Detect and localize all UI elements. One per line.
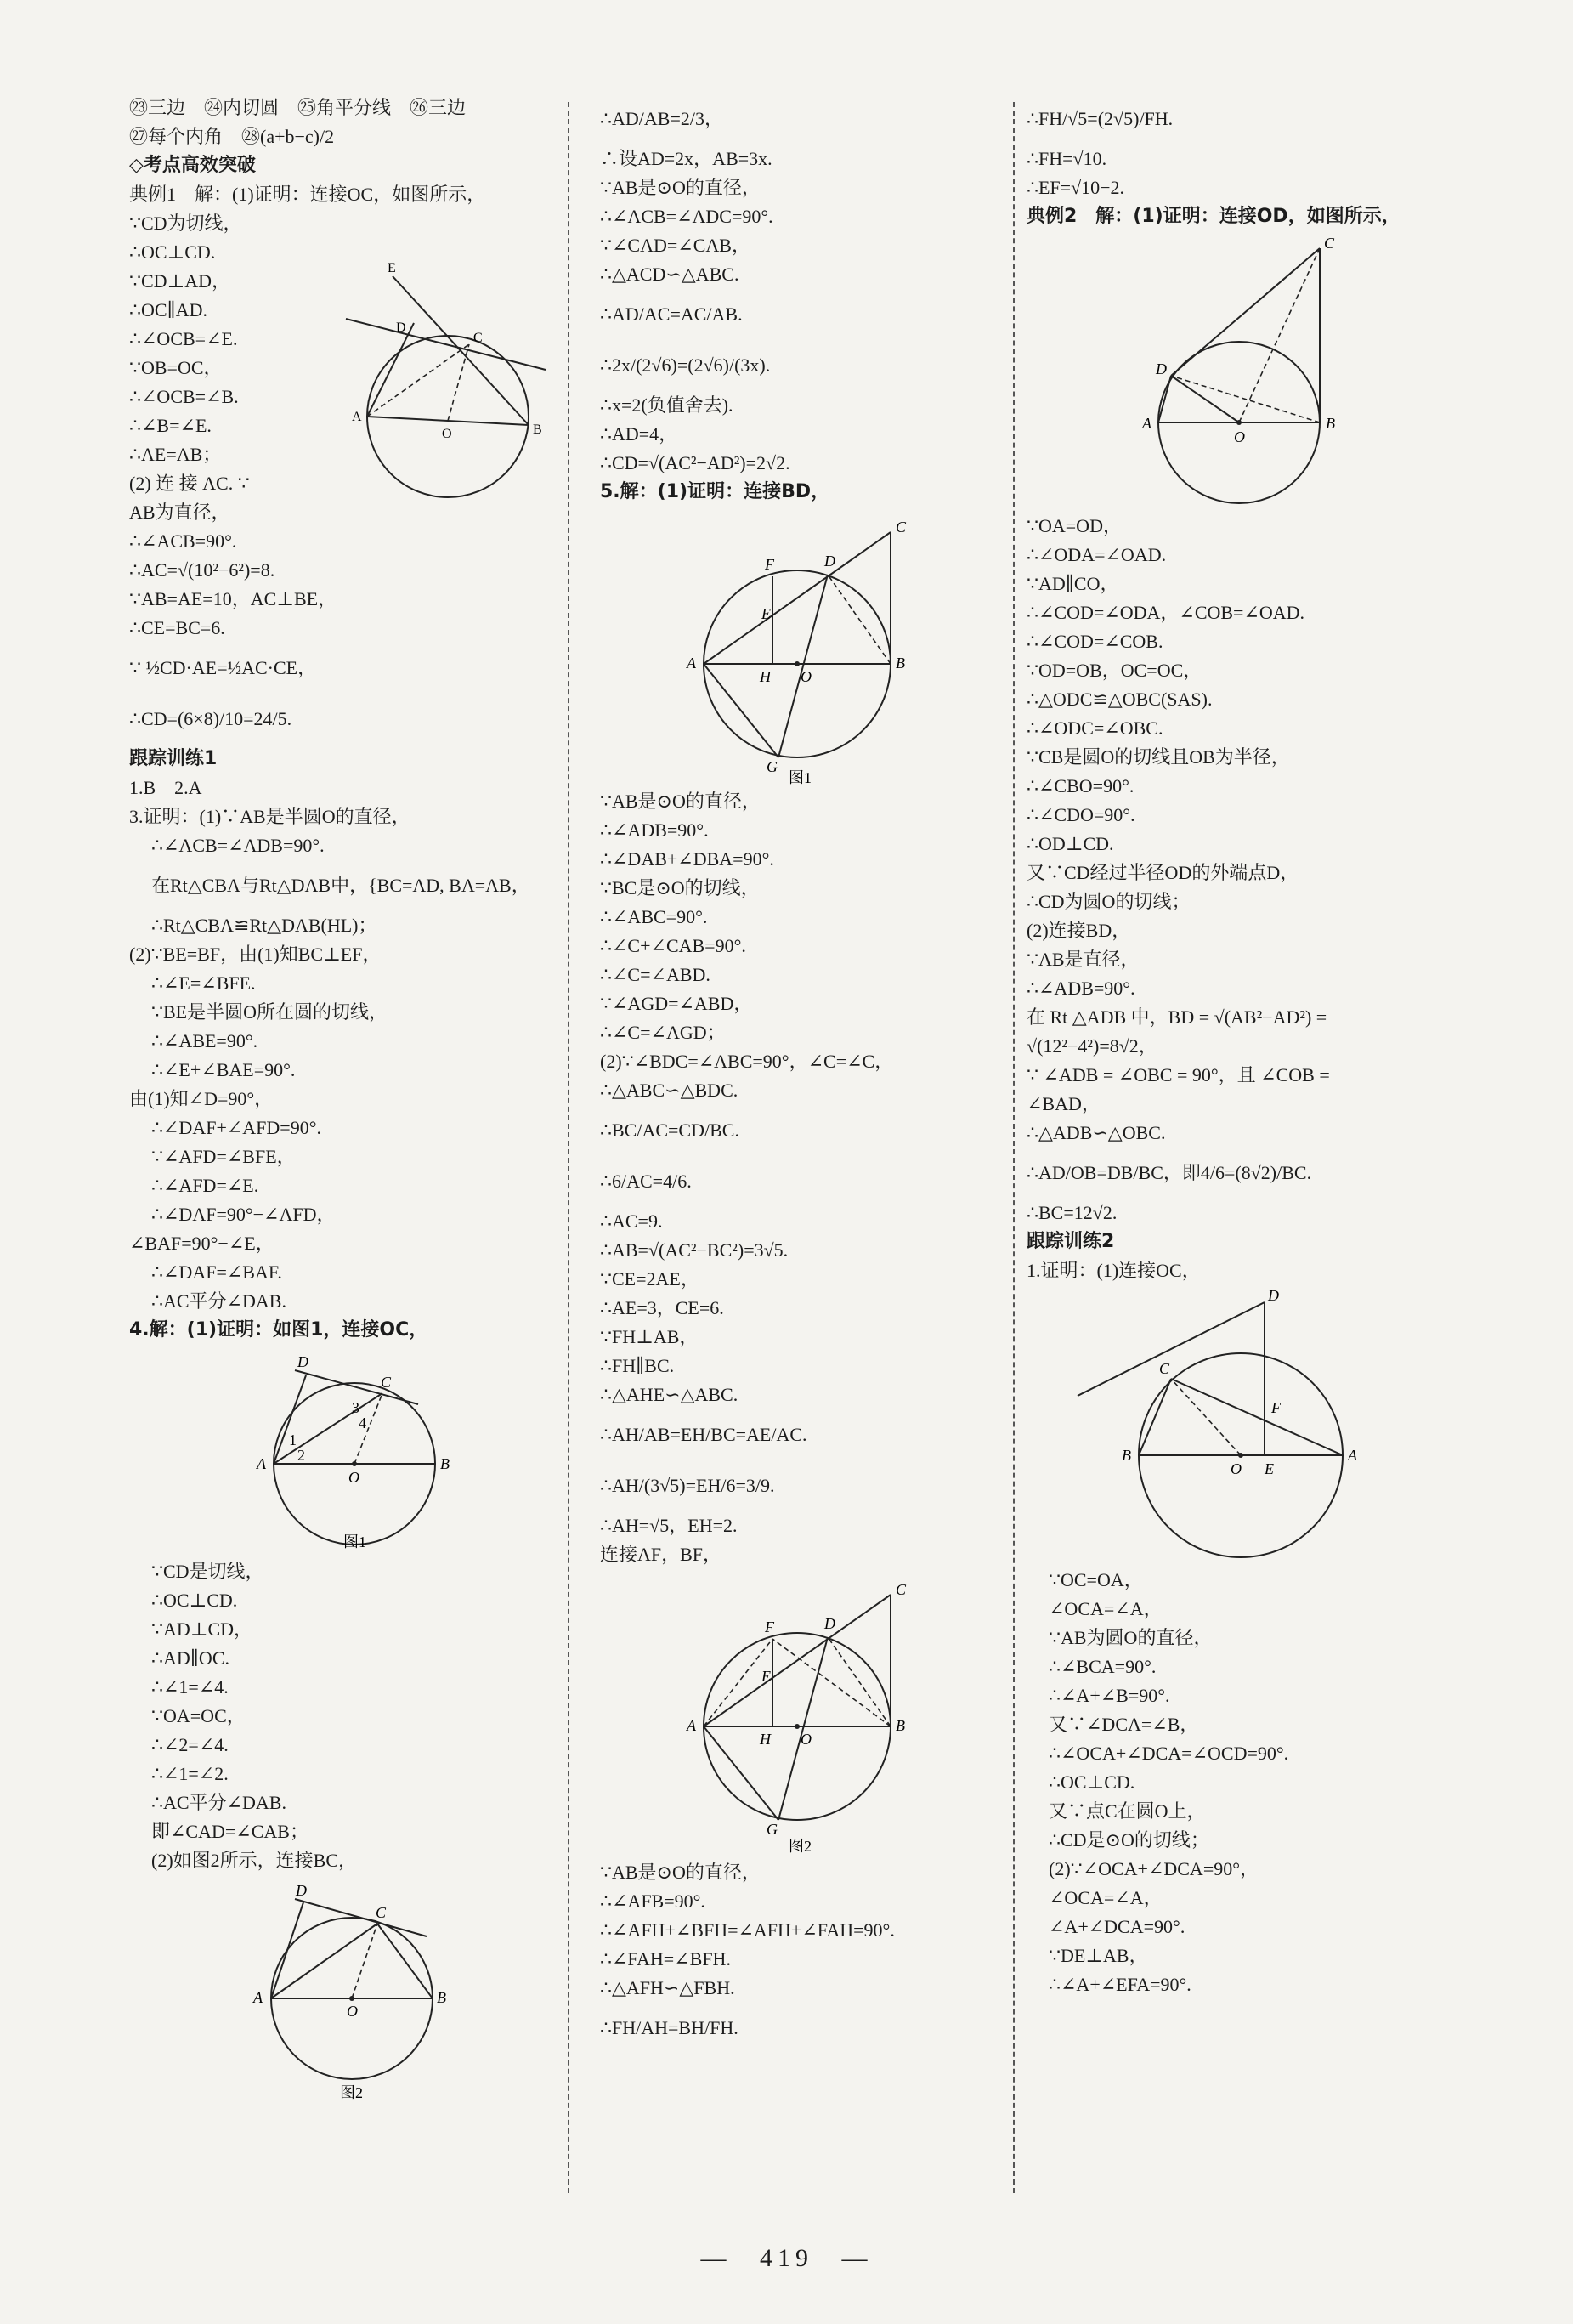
text-line: ∴OD⊥CD. <box>1027 833 1114 854</box>
text-line: ∴△ACD∽△ABC. <box>600 264 739 285</box>
text-line: 4.解：(1)证明：如图1，连接OC， <box>129 1319 428 1341</box>
text-line: ∴∠E+∠BAE=90°. <box>151 1059 296 1080</box>
text-line: ∴∠ACB=90°. <box>129 530 237 552</box>
text-line: ∴∠ABC=90°. <box>600 906 708 927</box>
text-line: ∵CD为切线， <box>129 213 242 234</box>
svg-text:D: D <box>297 1353 308 1370</box>
text-line: ∴FH/AH=BH/FH. <box>600 2017 738 2038</box>
figure-caption: 图1 <box>789 769 812 786</box>
svg-text:O: O <box>1234 428 1245 445</box>
svg-text:A: A <box>257 1455 266 1472</box>
svg-text:D: D <box>296 1882 307 1899</box>
text-line: ∴FH=√10. <box>1027 148 1107 169</box>
svg-text:C: C <box>473 331 483 345</box>
geometry-diagram <box>600 1569 999 1858</box>
text-line: ∵AB是⊙O的直径， <box>600 791 761 812</box>
text-line: 又∵CD经过半径OD的外端点D， <box>1027 862 1299 883</box>
text-line: ∴AD∥OC. <box>151 1647 229 1669</box>
text-line: ∴△AHE∽△ABC. <box>600 1384 738 1405</box>
svg-text:3: 3 <box>352 1399 359 1416</box>
text-line: ∴AD/OB=DB/BC，即4/6=(8√2)/BC. <box>1027 1162 1312 1183</box>
svg-text:F: F <box>765 1618 774 1635</box>
text-line: ∴AD/AB=2/3， <box>600 108 723 129</box>
text-line: ∴∠A+∠EFA=90°. <box>1049 1974 1191 1995</box>
text-line: ∴∠OCB=∠B. <box>129 386 239 407</box>
svg-text:E: E <box>761 605 771 622</box>
text-line: ∵AB是⊙O的直径， <box>600 1862 761 1883</box>
svg-text:C: C <box>896 519 907 536</box>
text-line: ∵AD⊥CD， <box>151 1618 253 1640</box>
geometry-diagram <box>342 247 588 502</box>
text-line: ∴AH/(3√5)=EH/6=3/9. <box>600 1475 775 1496</box>
text-line: ∴2x/(2√6)=(2√6)/(3x). <box>600 354 771 376</box>
svg-text:A: A <box>1142 415 1151 432</box>
svg-text:D: D <box>824 553 835 570</box>
text-line: ∴AC=9. <box>600 1210 663 1232</box>
text-line: ∴设AD=2x，AB=3x. <box>600 148 772 169</box>
text-line: ∴∠A+∠B=90°. <box>1049 1685 1170 1706</box>
text-line: ∴△ADB∽△OBC. <box>1027 1122 1166 1143</box>
text-line: ∴AB=√(AC²−BC²)=3√5. <box>600 1239 789 1261</box>
section-heading: ◇考点高效突破 <box>129 155 256 176</box>
svg-text:A: A <box>352 410 362 424</box>
text-line: ∴∠COD=∠ODA，∠COB=∠OAD. <box>1027 602 1305 623</box>
svg-text:C: C <box>1324 235 1335 252</box>
section-heading: 跟踪训练1 <box>129 748 218 769</box>
column-3 <box>1027 94 1502 1999</box>
text-line: ∵ ∠ADB = ∠OBC = 90°，且 ∠COB = <box>1027 1064 1330 1085</box>
text-line: ∴AC=√(10²−6²)=8. <box>129 559 275 581</box>
text-line: ∴∠COD=∠COB. <box>1027 631 1163 652</box>
svg-text:D: D <box>396 320 406 335</box>
svg-text:B: B <box>896 655 905 672</box>
page-dash: — <box>841 2244 873 2272</box>
text-line: ∴Rt△CBA≌Rt△DAB(HL)； <box>151 915 377 936</box>
text-line: ∵FH⊥AB， <box>600 1326 699 1347</box>
text-line: ∴OC⊥CD. <box>129 241 216 263</box>
svg-text:O: O <box>442 427 452 441</box>
text-line: ∴∠ACB=∠ADB=90°. <box>151 835 325 856</box>
page-dash: — <box>700 2244 732 2272</box>
text-line: ∴AC平分∠DAB. <box>151 1792 286 1813</box>
svg-text:A: A <box>687 1717 696 1734</box>
text-line: ∠BAF=90°−∠E， <box>129 1233 274 1254</box>
text-line: ∴∠1=∠2. <box>151 1763 229 1784</box>
text-line: 又∵点C在圆O上， <box>1049 1800 1206 1822</box>
text-line: ∵BE是半圆O所在圆的切线， <box>151 1001 388 1023</box>
figure-5-2 <box>600 1569 999 1858</box>
text-line: ∴AH/AB=EH/BC=AE/AC. <box>600 1424 807 1445</box>
svg-text:B: B <box>437 1989 446 2006</box>
text-line: ∴FH/√5=(2√5)/FH. <box>1027 108 1174 129</box>
text-line: ∴∠ADB=90°. <box>600 819 709 841</box>
column-divider-2 <box>1013 102 1015 2193</box>
text-line: ∴∠AFD=∠E. <box>151 1175 259 1196</box>
text-line: ∴∠B=∠E. <box>129 415 212 436</box>
svg-text:E: E <box>1265 1460 1274 1477</box>
text-line: ∴∠CDO=90°. <box>1027 804 1135 825</box>
text-line: ∴∠ACB=∠ADC=90°. <box>600 206 773 227</box>
svg-text:B: B <box>533 422 542 437</box>
svg-text:G: G <box>767 758 778 775</box>
svg-text:F: F <box>765 556 774 573</box>
text-line: ∴∠ODC=∠OBC. <box>1027 717 1163 739</box>
text-line: ∴AD=4， <box>600 423 678 445</box>
svg-text:G: G <box>767 1821 778 1838</box>
geometry-diagram <box>1027 231 1502 512</box>
text-line: ∵AB是⊙O的直径， <box>600 177 761 198</box>
text-line: ∴△ABC∽△BDC. <box>600 1080 738 1101</box>
text-line: ∴∠ABE=90°. <box>151 1030 258 1051</box>
text-line: ∴∠ADB=90°. <box>1027 978 1135 999</box>
figure-caption: 图2 <box>340 2084 363 2101</box>
text-line: ∴∠C=∠ABD. <box>600 964 710 985</box>
text-line: ∵CD⊥AD， <box>129 270 231 292</box>
text-line: ∵AB=AE=10，AC⊥BE， <box>129 588 337 609</box>
text-line: ∵CE=2AE， <box>600 1268 699 1290</box>
svg-text:C: C <box>1159 1360 1170 1377</box>
text-line: 典例2 解：(1)证明：连接OD，如图所示， <box>1027 206 1400 227</box>
svg-text:A: A <box>687 655 696 672</box>
svg-text:E: E <box>761 1668 771 1685</box>
text-line: ∴∠OCA+∠DCA=∠OCD=90°. <box>1049 1743 1289 1764</box>
text-line: 连接AF，BF， <box>600 1544 722 1565</box>
text-line: ㉗每个内角 ㉘(a+b−c)/2 <box>129 126 335 147</box>
figure-example-1 <box>342 247 588 506</box>
text-line: ㉓三边 ㉔内切圆 ㉕角平分线 ㉖三边 <box>129 97 467 118</box>
geometry-diagram <box>129 1875 571 2105</box>
svg-text:1: 1 <box>289 1431 297 1448</box>
text-line: ∴∠ODA=∠OAD. <box>1027 544 1167 565</box>
figure-4-1 <box>129 1345 571 1557</box>
text-line: 在Rt△CBA与Rt△DAB中，{BC=AD, BA=AB， <box>151 875 530 896</box>
svg-text:C: C <box>896 1581 907 1598</box>
text-line: ∠A+∠DCA=90°. <box>1049 1916 1185 1937</box>
text-line: ∴AE=AB； <box>129 444 222 465</box>
text-line: AB为直径， <box>129 502 230 523</box>
figure-4-2 <box>129 1875 571 2105</box>
svg-text:O: O <box>1231 1460 1242 1477</box>
text-line: ∴△ODC≌△OBC(SAS). <box>1027 689 1213 710</box>
text-line: ∴∠C+∠CAB=90°. <box>600 935 746 956</box>
figure-caption: 图2 <box>789 1838 812 1855</box>
text-line: ∵AB为圆O的直径， <box>1049 1627 1213 1648</box>
text-line: ∴AE=3，CE=6. <box>600 1297 724 1318</box>
svg-text:B: B <box>440 1455 450 1472</box>
svg-text:C: C <box>381 1374 392 1391</box>
svg-text:2: 2 <box>297 1447 305 1464</box>
text-line: ∴AD/AC=AC/AB. <box>600 303 743 325</box>
text-line: 由(1)知∠D=90°， <box>129 1088 274 1109</box>
text-line: ∵BC是⊙O的切线， <box>600 877 760 898</box>
text-line: ∴BC/AC=CD/BC. <box>600 1119 739 1141</box>
text-line: ∴AH=√5，EH=2. <box>600 1515 738 1536</box>
geometry-diagram <box>600 507 999 787</box>
text-line: (2) 连 接 AC. ∵ <box>129 473 250 494</box>
text-line: ∴CD为圆O的切线； <box>1027 891 1191 912</box>
text-line: ∵AD∥CO， <box>1027 573 1119 594</box>
text-line: (2)∵∠OCA+∠DCA=90°， <box>1049 1858 1259 1879</box>
svg-text:O: O <box>801 668 812 685</box>
text-line: ∴∠OCB=∠E. <box>129 328 238 349</box>
text-line: (2)如图2所示，连接BC， <box>151 1850 358 1871</box>
text-line: 典例1 解：(1)证明：连接OC，如图所示， <box>129 184 486 205</box>
svg-text:C: C <box>376 1904 387 1921</box>
page-number-value: 419 <box>760 2244 813 2272</box>
text-line: ∴∠1=∠4. <box>151 1676 229 1698</box>
figure-example-2 <box>1027 231 1502 512</box>
svg-text:4: 4 <box>359 1414 366 1431</box>
text-line: ∴EF=√10−2. <box>1027 177 1125 198</box>
text-line: ∴∠AFH+∠BFH=∠AFH+∠FAH=90°. <box>600 1919 895 1941</box>
text-line: ∴CE=BC=6. <box>129 617 225 638</box>
text-line: √(12²−4²)=8√2， <box>1027 1035 1157 1057</box>
text-line: (2)∵∠BDC=∠ABC=90°，∠C=∠C， <box>600 1051 894 1072</box>
svg-text:H: H <box>760 1731 771 1748</box>
text-line: 1.证明：(1)连接OC， <box>1027 1260 1201 1281</box>
text-line: 5.解：(1)证明：连接BD， <box>600 481 830 502</box>
text-line: (2)∵BE=BF，由(1)知BC⊥EF， <box>129 944 382 965</box>
text-line: ∴OC∥AD. <box>129 299 207 320</box>
column-1 <box>129 94 571 2105</box>
text-line: 1.B 2.A <box>129 777 202 798</box>
figure-caption: 图1 <box>343 1533 366 1550</box>
text-line: ∴∠AFB=90°. <box>600 1890 705 1912</box>
text-line: ∴OC⊥CD. <box>151 1590 238 1611</box>
text-line: ∴∠CBO=90°. <box>1027 775 1134 796</box>
text-line: 又∵∠DCA=∠B， <box>1049 1714 1199 1735</box>
text-line: ∠OCA=∠A， <box>1049 1598 1163 1619</box>
text-line: ∠BAD， <box>1027 1093 1101 1114</box>
svg-text:D: D <box>1268 1287 1279 1304</box>
text-line: ∵CB是圆O的切线且OB为半径， <box>1027 746 1290 768</box>
svg-text:A: A <box>253 1989 263 2006</box>
text-line: ∴∠DAB+∠DBA=90°. <box>600 848 774 870</box>
text-line: ∴CD=(6×8)/10=24/5. <box>129 708 292 729</box>
text-line: ∴∠BCA=90°. <box>1049 1656 1157 1677</box>
text-line: ∵ ½CD·AE=½AC·CE， <box>129 657 317 678</box>
svg-text:E: E <box>388 261 396 275</box>
svg-text:F: F <box>1271 1399 1281 1416</box>
text-line: ∴∠C=∠AGD； <box>600 1022 726 1043</box>
text-line: ∵CD是切线， <box>151 1561 264 1582</box>
text-line: 在 Rt △ADB 中，BD = √(AB²−AD²) = <box>1027 1006 1327 1028</box>
figure-5-1 <box>600 507 999 787</box>
text-line: ∴CD是⊙O的切线； <box>1049 1829 1209 1851</box>
text-line: ∴OC⊥CD. <box>1049 1771 1135 1793</box>
text-line: ∴∠2=∠4. <box>151 1734 229 1755</box>
text-line: ∴BC=12√2. <box>1027 1202 1118 1223</box>
svg-text:H: H <box>760 668 771 685</box>
text-line: ∵OC=OA， <box>1049 1569 1143 1590</box>
geometry-diagram <box>129 1345 571 1557</box>
text-line: ∵OA=OC， <box>151 1705 246 1726</box>
svg-text:A: A <box>1348 1447 1357 1464</box>
text-line: ∴FH∥BC. <box>600 1355 675 1376</box>
section-heading: 跟踪训练2 <box>1027 1231 1115 1252</box>
text-line: ∠OCA=∠A， <box>1049 1887 1163 1908</box>
svg-text:B: B <box>896 1717 905 1734</box>
text-line: ∴∠DAF=∠BAF. <box>151 1261 282 1283</box>
text-line: ∵DE⊥AB， <box>1049 1945 1148 1966</box>
svg-text:D: D <box>824 1615 835 1632</box>
text-line: ∴∠FAH=∠BFH. <box>600 1948 731 1970</box>
geometry-diagram <box>1027 1285 1502 1566</box>
svg-text:B: B <box>1326 415 1335 432</box>
page-number <box>0 2244 1573 2273</box>
text-line: ∵∠CAD=∠CAB， <box>600 235 750 256</box>
svg-text:O: O <box>348 1469 359 1486</box>
text-line: ∵OB=OC， <box>129 357 223 378</box>
text-line: ∵∠AFD=∠BFE， <box>151 1146 296 1167</box>
text-line: ∴∠E=∠BFE. <box>151 972 256 994</box>
text-line: (2)连接BD， <box>1027 920 1131 941</box>
text-line: ∴∠DAF+∠AFD=90°. <box>151 1117 321 1138</box>
text-line: ∴CD=√(AC²−AD²)=2√2. <box>600 452 790 473</box>
text-line: ∴△AFH∽△FBH. <box>600 1977 735 1998</box>
text-line: ∵AB是直径， <box>1027 949 1140 970</box>
text-line: ∴∠DAF=90°−∠AFD， <box>151 1204 336 1225</box>
text-line: ∵OD=OB，OC=OC， <box>1027 660 1202 681</box>
svg-text:D: D <box>1156 360 1167 377</box>
text-line: ∴AC平分∠DAB. <box>151 1290 286 1312</box>
text-line: ∵∠AGD=∠ABD， <box>600 993 753 1014</box>
figure-training-2-1 <box>1027 1285 1502 1566</box>
text-line: ∵OA=OD， <box>1027 515 1122 536</box>
svg-text:O: O <box>801 1731 812 1748</box>
column-2 <box>600 94 999 2054</box>
svg-text:O: O <box>347 2003 358 2020</box>
text-line: 3.证明：(1)∵AB是半圆O的直径， <box>129 806 410 827</box>
svg-text:B: B <box>1122 1447 1131 1464</box>
text-line: ∴6/AC=4/6. <box>600 1171 692 1192</box>
text-line: 即∠CAD=∠CAB； <box>151 1821 308 1842</box>
text-line: ∴x=2(负值舍去). <box>600 394 733 416</box>
